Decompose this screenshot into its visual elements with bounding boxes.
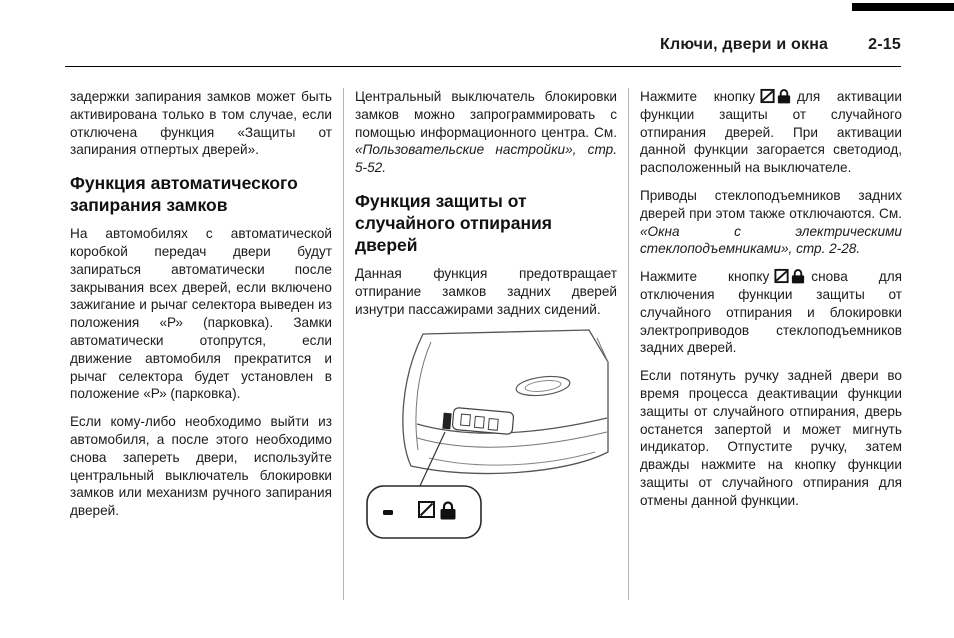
- child-lock-callout: [367, 486, 481, 538]
- page-header: [65, 36, 901, 54]
- column-separator: [628, 88, 629, 600]
- chapter-title: Ключи, двери и окна: [660, 36, 829, 53]
- paragraph: Если кому-либо необходимо выйти из автомобиля, а после этого необходимо снова запереть двери, используйте центральный выключатель блокировки замков или механизм ручного запирания дверей.: [70, 414, 332, 519]
- column-1: [70, 88, 332, 530]
- section-heading-auto-lock: Функция автоматического запирания замков: [70, 173, 298, 216]
- column-separator: [343, 88, 344, 600]
- column-2: [355, 88, 617, 548]
- column-3: [640, 88, 902, 520]
- window-switch-cluster: [442, 408, 514, 435]
- content-columns: [70, 88, 902, 600]
- paragraph: [640, 187, 902, 258]
- paragraph-text: Нажмите кнопку: [640, 269, 770, 285]
- paragraph-text: для активации функции защиты от случайного отпирания дверей. При активации данной функции загорается светодиод, расположенный на выключателе.: [640, 89, 902, 176]
- paragraph-text: снова для отключения функции защиты от случайного отпирания и блокировки электроприводов стеклоподъемников задних дверей.: [640, 269, 902, 356]
- child-lock-button-icon: [774, 268, 806, 284]
- paragraph: Данная функция предотвращает отпирание замков задних дверей изнутри пассажирами задних сидений.: [355, 265, 617, 317]
- paragraph-text: Нажмите кнопку: [640, 89, 755, 104]
- paragraph: [640, 268, 902, 357]
- cross-reference: «Окна с электрическими стеклоподъемниками», стр. 2-28.: [640, 223, 902, 257]
- chapter-tab-bar: [852, 3, 954, 11]
- paragraph: На автомобилях с автоматической коробкой передач двери будут запираться автоматически после закрывания всех дверей, если включено зажигание и рычаг селектора выведен из положения «Р» (парковка). Замки автоматически отопрутся, если движение автомобиля прекратится и рычаг селектора будет установлен в положение «Р» (парковка).: [70, 226, 332, 402]
- header-rule: [65, 66, 901, 67]
- paragraph-text: Приводы стеклоподъемников задних дверей при этом также отключаются. См.: [640, 187, 902, 221]
- paragraph: [355, 88, 617, 177]
- child-lock-switch: [442, 413, 451, 430]
- section-heading-child-lock: Функция защиты от случайного отпирания дверей: [355, 190, 552, 255]
- paragraph: Если потянуть ручку задней двери во время процесса деактивации функции защиты от случайного отпирания, дверь останется запертой и может мигнуть индикатор. Отпустите ручку, затем дважды нажмите на кнопку функции защиты от случайного отпирания для отмены данной функции.: [640, 368, 902, 508]
- child-lock-button-icon: [760, 88, 792, 104]
- page-number: 2-15: [868, 36, 901, 53]
- paragraph-text: Центральный выключатель блокировки замков можно запрограммировать с помощью информационного центра. См.: [355, 89, 617, 140]
- door-panel-figure: [361, 328, 611, 548]
- cross-reference: «Пользовательские настройки», стр. 5-52.: [355, 142, 617, 176]
- paragraph: задержки запирания замков может быть активирована только в том случае, если отключена функция «Защиты от запирания отпертых дверей».: [70, 89, 332, 158]
- paragraph: [640, 88, 902, 177]
- door-panel-illustration: [361, 328, 611, 543]
